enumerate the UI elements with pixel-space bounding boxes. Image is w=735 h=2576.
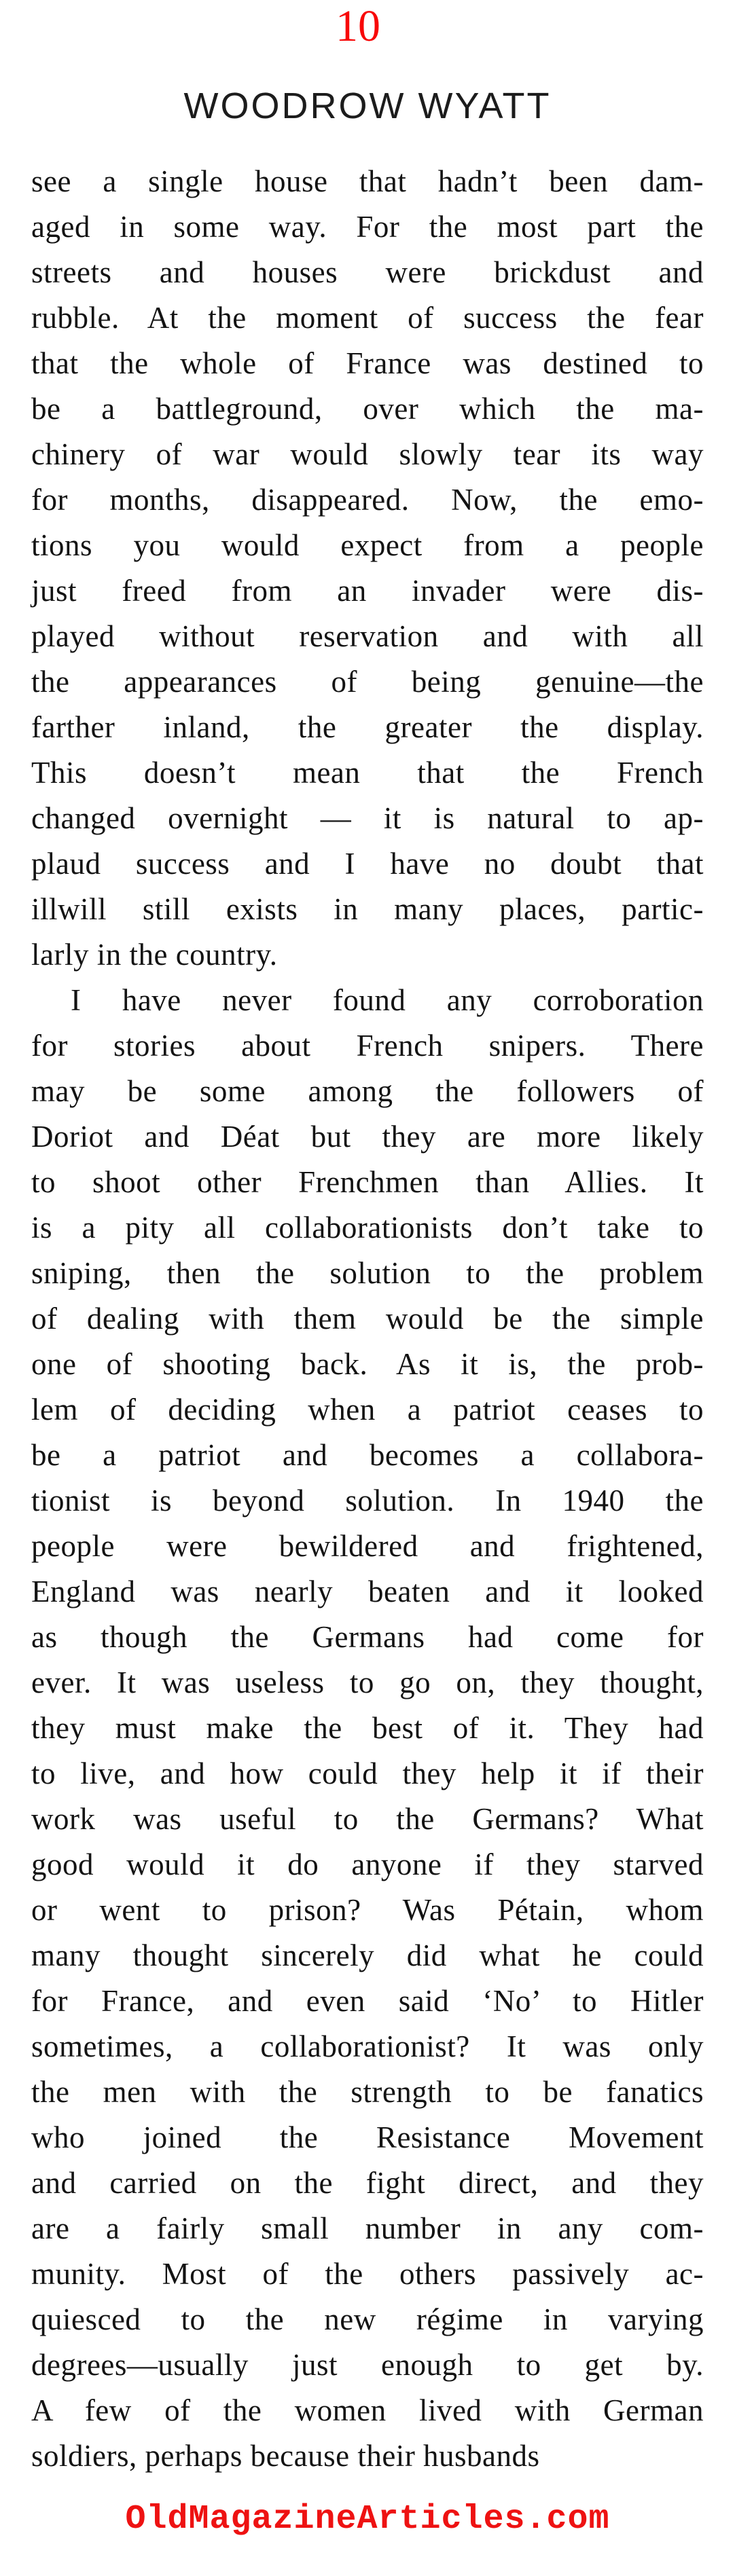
text-line: for France, and even said ‘No’ to Hitler bbox=[31, 1984, 704, 2018]
text-line: just freed from an invader were dis- bbox=[31, 574, 704, 608]
text-line: one of shooting back. As it is, the prob- bbox=[31, 1347, 704, 1381]
text-line: I have never found any corroboration bbox=[71, 983, 704, 1017]
paragraph bbox=[31, 159, 704, 978]
text-line: the appearances of being genuine—the bbox=[31, 665, 704, 699]
article-body bbox=[31, 159, 704, 2479]
text-line: for stories about French snipers. There bbox=[31, 1029, 704, 1063]
text-line: good would it do anyone if they starved bbox=[31, 1847, 704, 1881]
text-line: degrees—usually just enough to get by. bbox=[31, 2348, 704, 2382]
text-line: streets and houses were brickdust and bbox=[31, 255, 704, 289]
text-line: to live, and how could they help it if their bbox=[31, 1756, 704, 1790]
text-line: munity. Most of the others passively ac- bbox=[31, 2257, 704, 2291]
text-line: who joined the Resistance Movement bbox=[31, 2120, 704, 2154]
text-line: tionist is beyond solution. In 1940 the bbox=[31, 1484, 704, 1517]
text-line: are a fairly small number in any com- bbox=[31, 2211, 704, 2245]
text-line: larly in the country. bbox=[31, 938, 278, 972]
text-line: to shoot other Frenchmen than Allies. It bbox=[31, 1165, 704, 1199]
text-line: be a battleground, over which the ma- bbox=[31, 392, 704, 426]
text-line: or went to prison? Was Pétain, whom bbox=[31, 1893, 704, 1927]
text-line: This doesn’t mean that the French bbox=[31, 756, 704, 790]
text-line: farther inland, the greater the display. bbox=[31, 710, 704, 744]
paragraph bbox=[31, 978, 704, 2479]
text-line: of dealing with them would be the simple bbox=[31, 1302, 704, 1336]
text-line: may be some among the followers of bbox=[31, 1074, 704, 1108]
text-line: see a single house that hadn’t been dam- bbox=[31, 164, 704, 198]
text-line: Doriot and Déat but they are more likely bbox=[31, 1120, 704, 1154]
text-line: is a pity all collaborationists don’t take to bbox=[31, 1211, 704, 1245]
text-line: A few of the women lived with German bbox=[31, 2393, 704, 2427]
text-line: work was useful to the Germans? What bbox=[31, 1802, 704, 1836]
text-line: that the whole of France was destined to bbox=[31, 346, 704, 380]
text-line: people were bewildered and frightened, bbox=[31, 1529, 704, 1563]
text-line: aged in some way. For the most part the bbox=[31, 210, 704, 244]
text-line: rubble. At the moment of success the fear bbox=[31, 301, 704, 335]
text-line: and carried on the fight direct, and they bbox=[31, 2166, 704, 2200]
text-line: ever. It was useless to go on, they thought, bbox=[31, 1666, 704, 1699]
text-line: tions you would expect from a people bbox=[31, 528, 704, 562]
text-line: sniping, then the solution to the problem bbox=[31, 1256, 704, 1290]
watermark-site-name: OldMagazineArticles.com bbox=[125, 2500, 610, 2539]
page-number: 10 bbox=[336, 1, 380, 51]
text-line: be a patriot and becomes a collabora- bbox=[31, 1438, 704, 1472]
text-line: changed overnight — it is natural to ap- bbox=[31, 801, 704, 835]
text-line: quiesced to the new régime in varying bbox=[31, 2302, 704, 2336]
text-line: the men with the strength to be fanatics bbox=[31, 2075, 704, 2109]
text-line: chinery of war would slowly tear its way bbox=[31, 437, 704, 471]
text-line: for months, disappeared. Now, the emo- bbox=[31, 483, 704, 517]
text-line: they must make the best of it. They had bbox=[31, 1711, 704, 1745]
text-line: illwill still exists in many places, partic- bbox=[31, 892, 704, 926]
article-header-author: WOODROW WYATT bbox=[183, 86, 552, 126]
text-line: lem of deciding when a patriot ceases to bbox=[31, 1393, 704, 1427]
text-line: as though the Germans had come for bbox=[31, 1620, 704, 1654]
text-line: plaud success and I have no doubt that bbox=[31, 847, 704, 881]
text-line: England was nearly beaten and it looked bbox=[31, 1575, 704, 1608]
text-line: many thought sincerely did what he could bbox=[31, 1938, 704, 1972]
text-line: soldiers, perhaps because their husbands bbox=[31, 2439, 540, 2473]
text-line: sometimes, a collaborationist? It was only bbox=[31, 2029, 704, 2063]
text-line: played without reservation and with all bbox=[31, 619, 704, 653]
